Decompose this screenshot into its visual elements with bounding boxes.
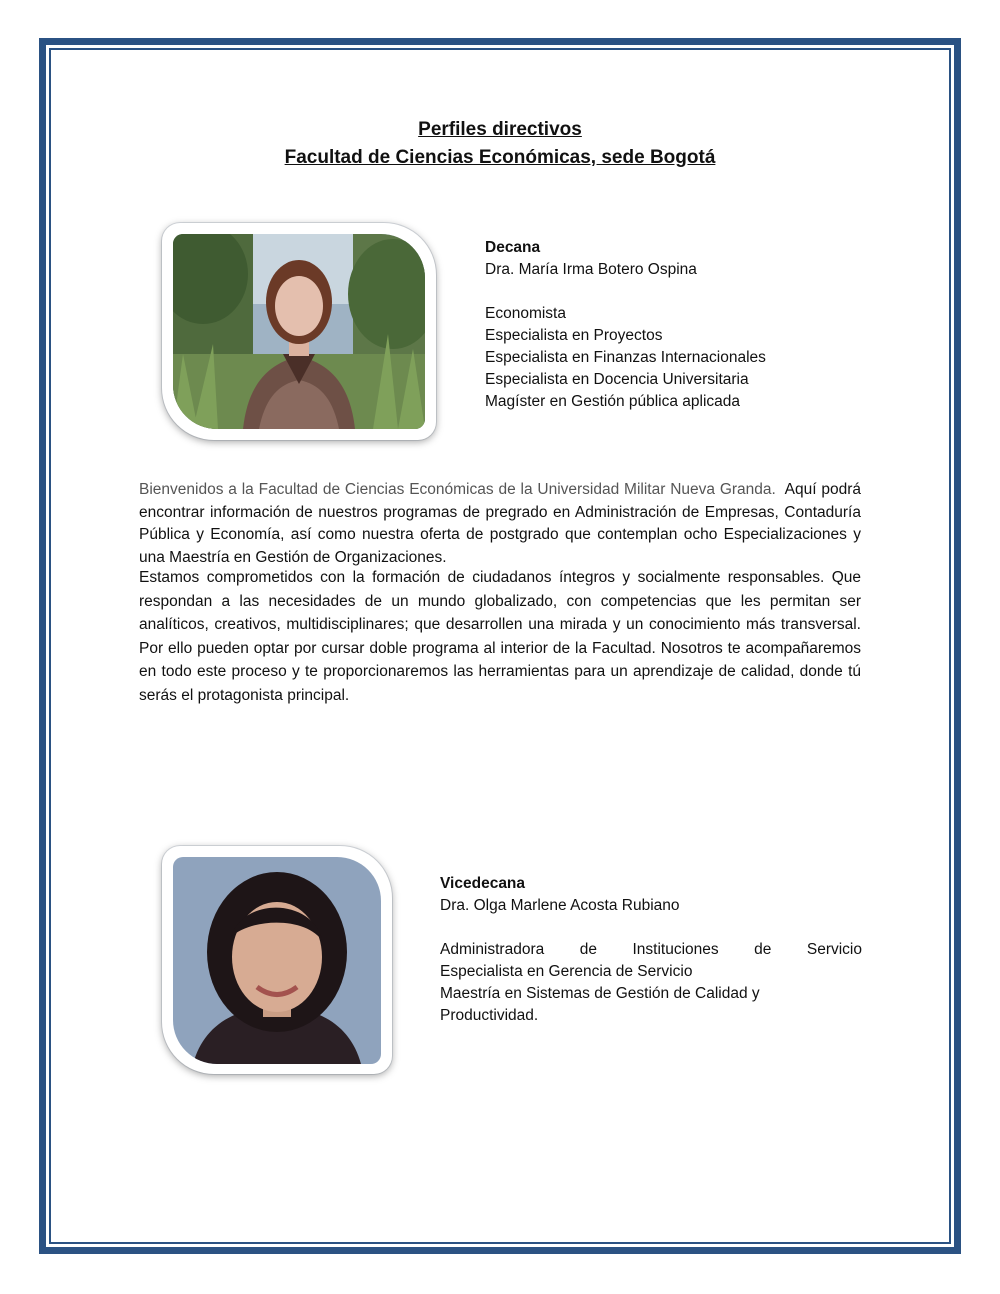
credential-word: Administradora — [440, 941, 545, 958]
vicedean-credential: Productividad. — [440, 1007, 539, 1024]
dean-credential: Economista — [485, 305, 566, 322]
credential-word: de — [579, 941, 597, 958]
welcome-paragraph-1 — [139, 479, 861, 569]
vicedean-credential: Especialista en Gerencia de Servicio — [440, 963, 693, 980]
welcome-paragraph-1-rest: Aquí podrá encontrar información de nuestros programas de pregrado en Administración de Empresas, Contaduría Pública y Economía, así como nuestra oferta de postgrado que contemplan ocho Especializaciones y una Maestría en Gestión de Organizaciones. — [139, 481, 861, 566]
vicedean-photo — [173, 857, 381, 1064]
dean-photo — [173, 234, 425, 429]
dean-credential: Especialista en Docencia Universitaria — [485, 371, 749, 388]
credential-word: de — [754, 941, 772, 958]
credential-word: Servicio — [806, 941, 862, 958]
dean-name: Dra. María Irma Botero Ospina — [485, 261, 697, 278]
vicedean-role: Vicedecana — [440, 875, 526, 892]
dean-info — [485, 237, 865, 413]
dean-role: Decana — [485, 239, 541, 256]
credential-word: Instituciones — [632, 941, 719, 958]
vicedean-info — [440, 873, 862, 1027]
dean-credential: Especialista en Proyectos — [485, 327, 663, 344]
welcome-intro: Bienvenidos a la Facultad de Ciencias Económicas de la Universidad Militar Nueva Granda. — [139, 481, 776, 498]
dean-credential: Magíster en Gestión pública aplicada — [485, 393, 741, 410]
welcome-paragraph-2: Estamos comprometidos con la formación de ciudadanos íntegros y socialmente responsables. Que respondan a las necesidades de un mundo globalizado, con competencias que les permitan ser analíticos, creativos, multidisciplinares; que desarrollen una mirada y un conocimiento más transversal. Por ello pueden optar por cursar doble programa al interior de la Facultad. Nosotros te acompañaremos en todo este proceso y te proporcionaremos las herramientas para un aprendizaje de calidad, donde tú serás el protagonista principal. — [139, 569, 861, 704]
vicedean-credential-first — [440, 939, 862, 961]
page-subtitle: Facultad de Ciencias Económicas, sede Bogotá — [284, 147, 716, 168]
page-title: Perfiles directivos — [418, 119, 582, 140]
vicedean-name: Dra. Olga Marlene Acosta Rubiano — [440, 897, 680, 914]
vicedean-credential: Maestría en Sistemas de Gestión de Calidad y — [440, 985, 760, 1002]
dean-credential: Especialista en Finanzas Internacionales — [485, 349, 766, 366]
